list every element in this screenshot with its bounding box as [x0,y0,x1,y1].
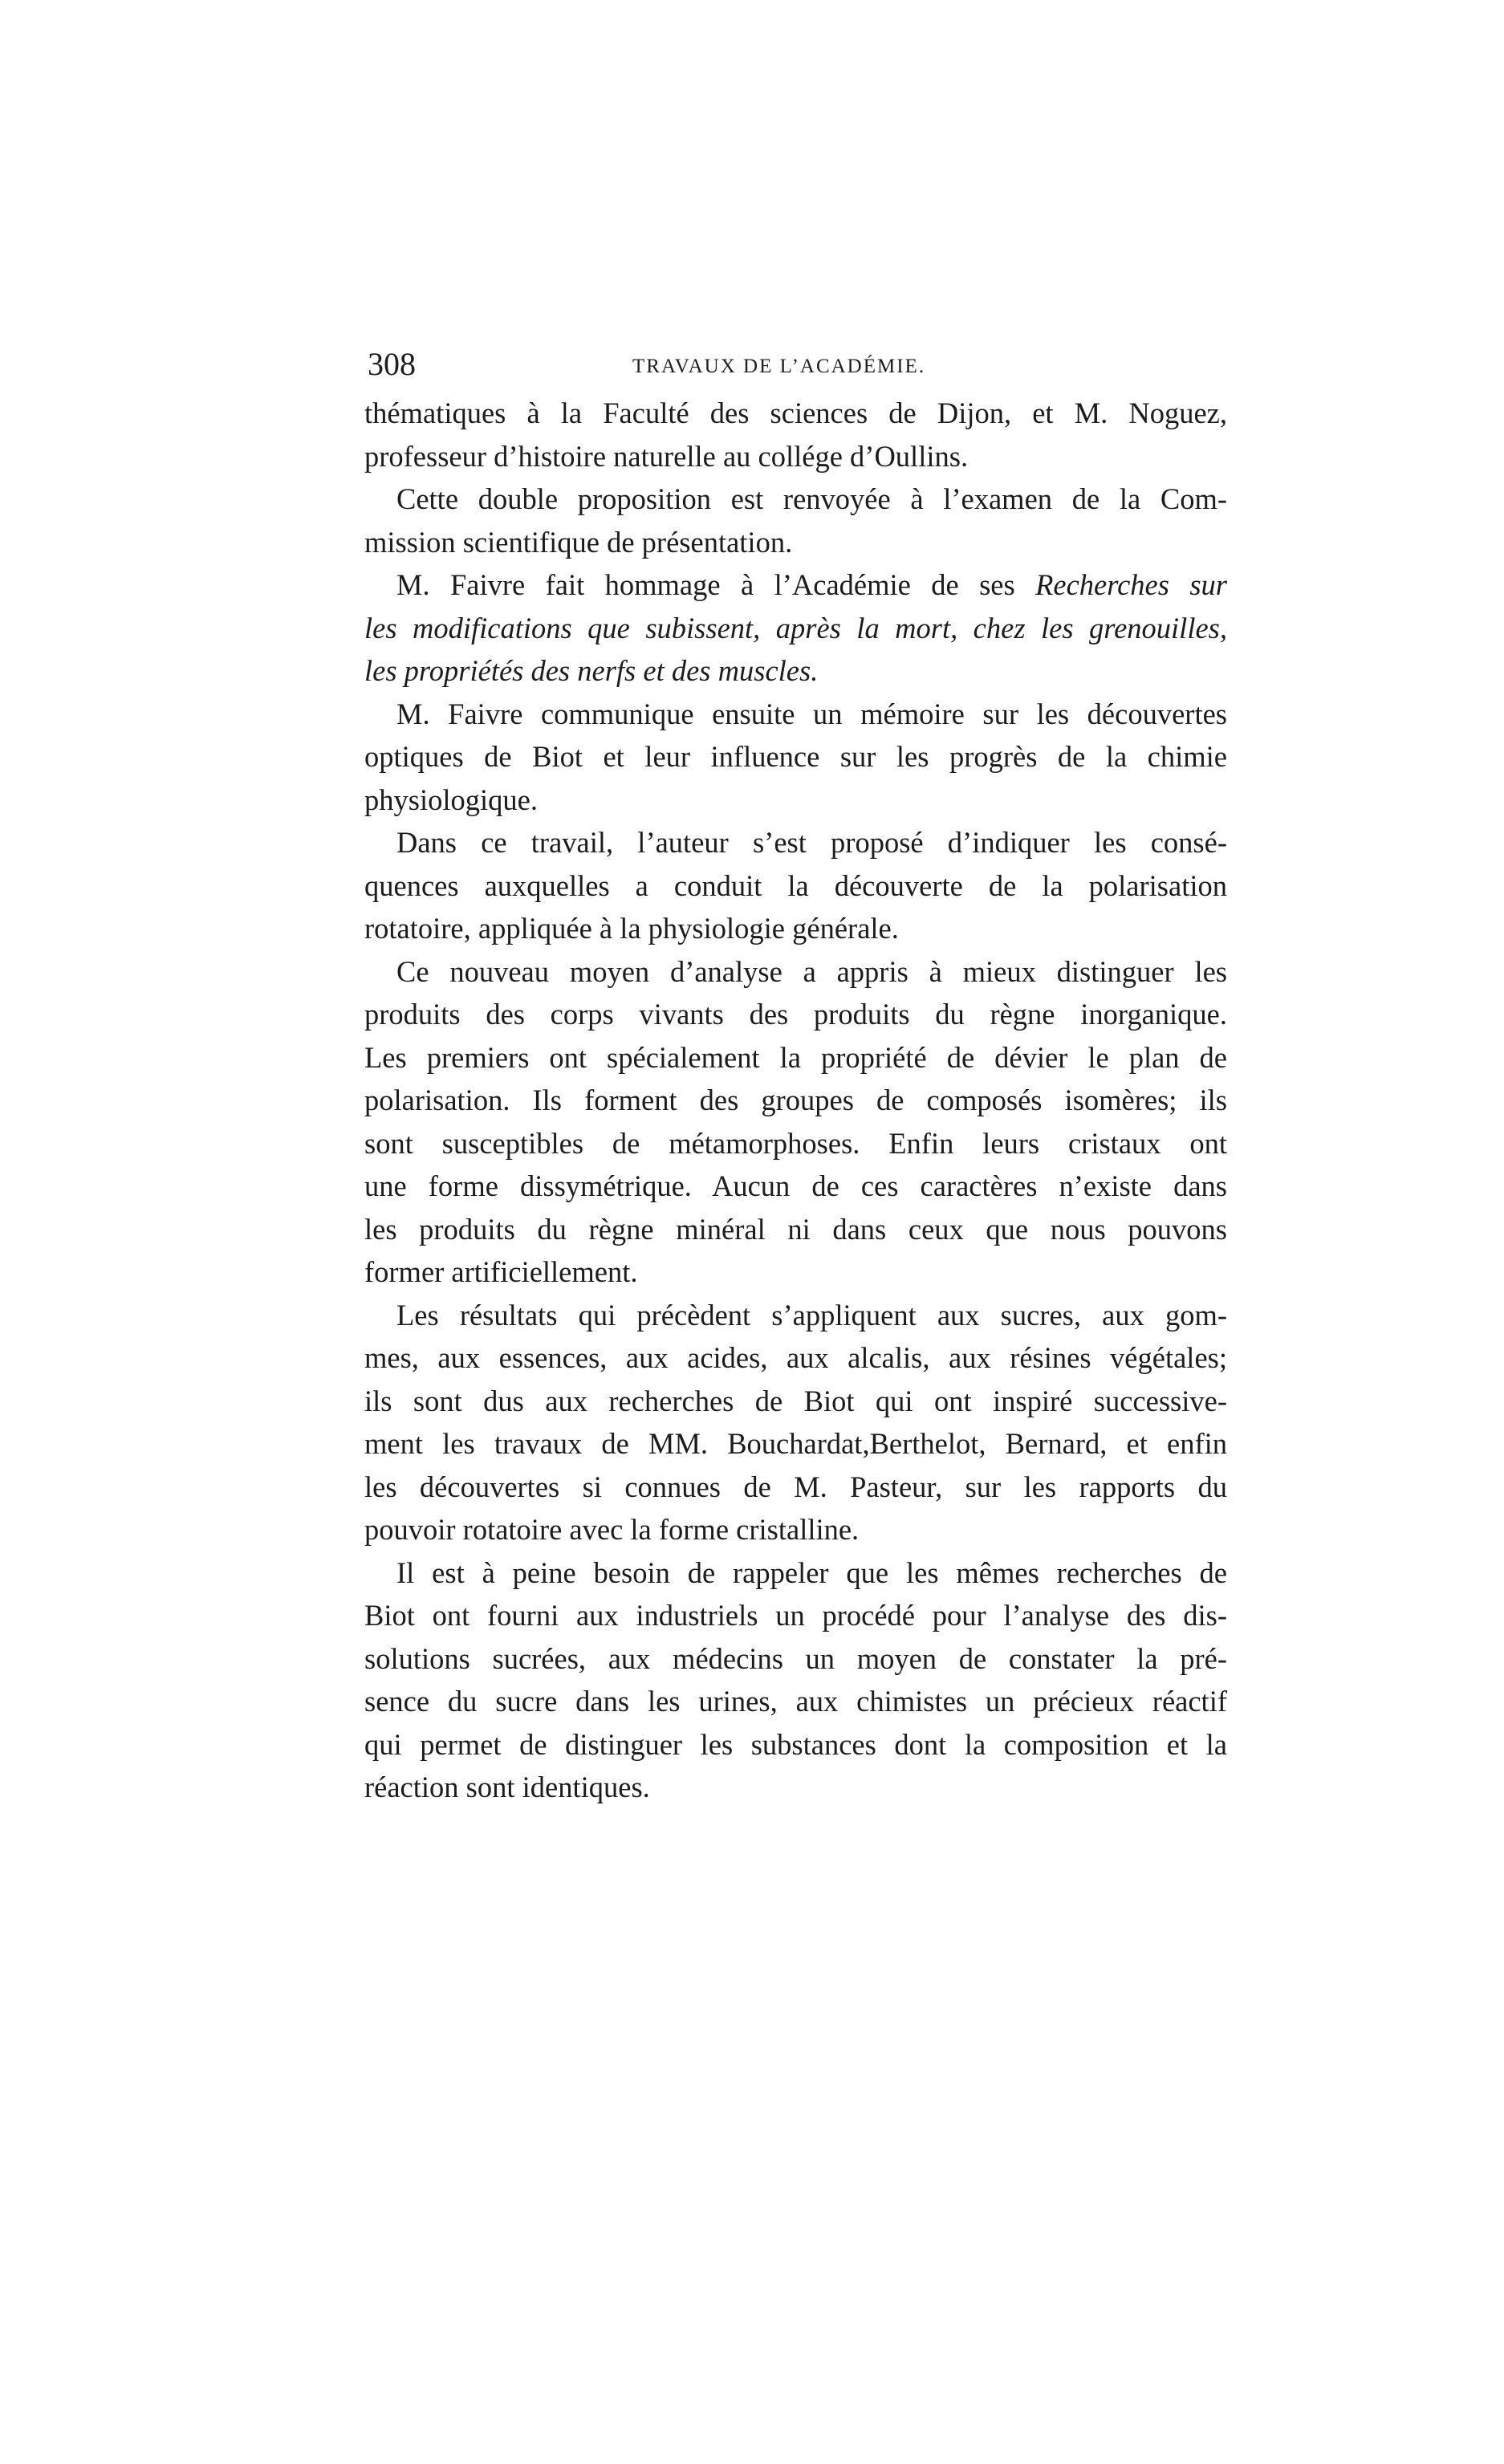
text-line: sence du sucre dans les urines, aux chimistes un précieux réactif [364,1685,1227,1718]
text-line: pouvoir rotatoire avec la forme cristalline. [364,1513,860,1546]
italic-title-segment: les propriétés des nerfs et des muscles. [364,654,819,687]
text-line: rotatoire, appliquée à la physiologie générale. [364,912,899,945]
text-line: ment les travaux de MM. Bouchardat,Berthelot, Bernard, et enfin [364,1427,1227,1460]
text-line: former artificiellement. [364,1255,638,1288]
text-line: physiologique. [364,783,538,816]
text-line: M. Faivre communique ensuite un mémoire sur les découvertes [396,697,1227,730]
text-line-italic [364,649,1227,693]
text-line: optiques de Biot et leur influence sur les progrès de la chimie [364,740,1227,773]
text-line: thématiques à la Faculté des sciences de Dijon, et M. Noguez, [364,396,1227,429]
running-head: TRAVAUX DE L’ACADÉMIE. [632,356,926,377]
text-line: mes, aux essences, aux acides, aux alcalis, aux résines végétales; [364,1341,1227,1374]
text-line: Dans ce travail, l’auteur s’est proposé d’indiquer les consé- [396,826,1227,859]
text-line: réaction sont identiques. [364,1771,650,1803]
text-line: Il est à peine besoin de rappeler que les mêmes recherches de [396,1555,1227,1589]
italic-title-segment: Recherches sur [1035,568,1228,601]
text-segment: M. Faivre fait hommage à l’Académie de ses [396,568,1015,601]
text-line: les produits du règne minéral ni dans ceux que nous pouvons [364,1212,1227,1246]
text-line: une forme dissymétrique. Aucun de ces caractères n’existe dans [364,1169,1227,1202]
italic-title-segment: les modifications que subissent, après la mort, chez les grenouilles, [364,611,1227,644]
page-header [368,340,1226,388]
text-line-mixed [364,563,1227,607]
text-line-italic [364,607,1227,650]
text-line: professeur d’histoire naturelle au collége d’Oullins. [364,439,969,473]
text-line: Ce nouveau moyen d’analyse a appris à mieux distinguer les [396,954,1227,988]
text-line: sont susceptibles de métamorphoses. Enfin leurs cristaux ont [364,1126,1227,1160]
text-line: les découvertes si connues de M. Pasteur, sur les rapports du [364,1470,1227,1503]
text-line: mission scientifique de présentation. [364,525,793,559]
text-line: polarisation. Ils forment des groupes de composés isomères; ils [364,1084,1227,1116]
text-line: qui permet de distinguer les substances dont la composition et la [364,1727,1227,1761]
body-text [364,392,1227,1809]
text-line: quences auxquelles a conduit la découverte de la polarisation [364,868,1227,902]
text-line: Les résultats qui précèdent s’appliquent aux sucres, aux gom- [396,1298,1227,1332]
text-line: Les premiers ont spécialement la propriété de dévier le plan de [364,1040,1227,1074]
text-line: solutions sucrées, aux médecins un moyen de constater la pré- [364,1641,1227,1675]
page-number: 308 [368,346,416,382]
text-line: Biot ont fourni aux industriels un procédé pour l’analyse des dis- [364,1599,1227,1632]
text-line: ils sont dus aux recherches de Biot qui ont inspiré successive- [364,1384,1227,1417]
text-line: produits des corps vivants des produits du règne inorganique. [364,998,1227,1031]
text-line: Cette double proposition est renvoyée à l’examen de la Com- [396,482,1227,515]
